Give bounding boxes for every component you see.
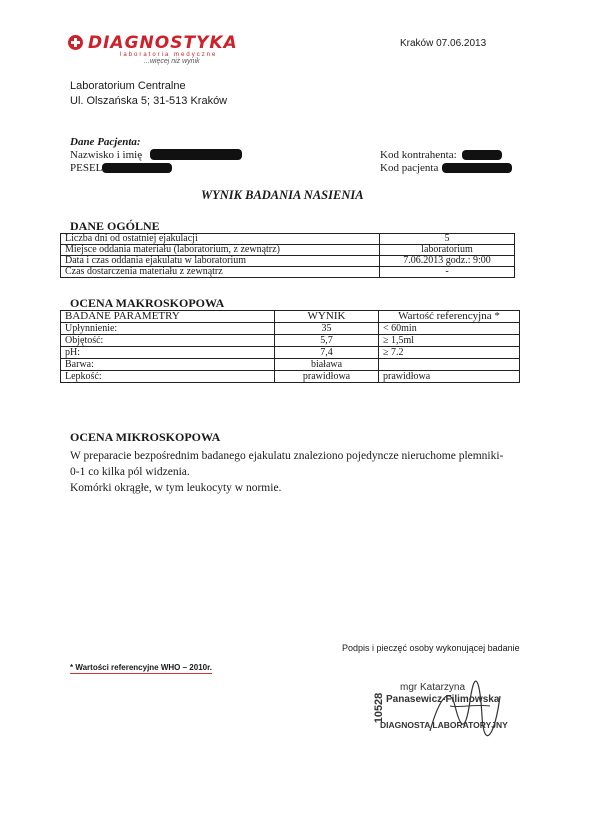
general-table bbox=[60, 233, 515, 278]
redacted-contractor-code bbox=[462, 150, 502, 160]
column-header: Wartość referencyjna * bbox=[379, 311, 520, 323]
micro-line: W preparacie bezpośrednim badanego ejakulatu znaleziono pojedyncze nieruchome plemniki- bbox=[70, 450, 504, 462]
table-header-row bbox=[61, 311, 520, 323]
column-header: BADANE PARAMETRY bbox=[61, 311, 275, 323]
row-label: Czas dostarczenia materiału z zewnątrz bbox=[61, 267, 380, 278]
logo-text: DIAGNOSTYKA bbox=[88, 33, 238, 53]
param-cell: Upłynnienie: bbox=[61, 323, 275, 335]
row-label: Miejsce oddania materiału (laboratorium, z zewnątrz) bbox=[61, 245, 380, 256]
param-cell: pH: bbox=[61, 347, 275, 359]
table-row bbox=[61, 371, 520, 383]
who-reference-note: * Wartości referencyjne WHO – 2010r. bbox=[70, 663, 212, 672]
param-cell: Objętość: bbox=[61, 335, 275, 347]
table-row bbox=[61, 256, 515, 267]
row-label: Liczba dni od ostatniej ejakulacji bbox=[61, 234, 380, 245]
lab-address: Ul. Olszańska 5; 31-513 Kraków bbox=[70, 95, 228, 107]
ref-cell bbox=[379, 359, 520, 371]
medical-cross-icon bbox=[68, 35, 83, 50]
result-cell: 7,4 bbox=[275, 347, 379, 359]
contractor-code-label: Kod kontrahenta: bbox=[380, 149, 457, 161]
stamp-name: Panasewicz-Filimowska bbox=[386, 694, 500, 705]
ref-cell: < 60min bbox=[379, 323, 520, 335]
row-value: laboratorium bbox=[380, 245, 515, 256]
redacted-pesel bbox=[102, 163, 172, 173]
handwritten-signature bbox=[420, 676, 510, 746]
result-cell: biaława bbox=[275, 359, 379, 371]
result-cell: prawidłowa bbox=[275, 371, 379, 383]
table-row bbox=[61, 335, 520, 347]
column-header: WYNIK bbox=[275, 311, 379, 323]
stamp-title: mgr Katarzyna bbox=[400, 682, 466, 693]
micro-line: Komórki okrągłe, w tym leukocyty w normie. bbox=[70, 482, 282, 494]
table-row bbox=[61, 234, 515, 245]
table-row bbox=[61, 267, 515, 278]
result-cell: 5,7 bbox=[275, 335, 379, 347]
signature-caption: Podpis i pieczęć osoby wykonującej badanie bbox=[342, 643, 520, 653]
row-label: Data i czas oddania ejakulatu w laboratorium bbox=[61, 256, 380, 267]
stamp-number: 10528 bbox=[373, 692, 385, 724]
table-row bbox=[61, 245, 515, 256]
row-value: - bbox=[380, 267, 515, 278]
report-title: WYNIK BADANIA NASIENIA bbox=[201, 188, 364, 202]
patient-name-label: Nazwisko i imię bbox=[70, 149, 143, 161]
macro-table bbox=[60, 310, 520, 383]
redacted-name bbox=[150, 149, 242, 160]
micro-line: 0-1 co kilka pól widzenia. bbox=[70, 466, 190, 478]
micro-heading: OCENA MIKROSKOPOWA bbox=[70, 430, 221, 444]
patient-code-label: Kod pacjenta bbox=[380, 162, 439, 174]
logo-tagline: ...więcej niż wynik bbox=[144, 58, 200, 65]
general-heading: DANE OGÓLNE bbox=[70, 219, 160, 233]
redacted-patient-code bbox=[442, 163, 512, 173]
logo bbox=[68, 33, 258, 67]
document-date: Kraków 07.06.2013 bbox=[400, 38, 487, 49]
row-value: 7.06.2013 godz.: 9:00 bbox=[380, 256, 515, 267]
ref-cell: ≥ 7.2 bbox=[379, 347, 520, 359]
param-cell: Lepkość: bbox=[61, 371, 275, 383]
table-row bbox=[61, 359, 520, 371]
micro-text bbox=[70, 432, 570, 496]
row-value: 5 bbox=[380, 234, 515, 245]
patient-pesel-label: PESEL bbox=[70, 162, 103, 174]
table-row bbox=[61, 347, 520, 359]
patient-section-label: Dane Pacjenta: bbox=[70, 136, 141, 148]
logo-subtitle: laboratoria medyczne bbox=[120, 52, 218, 58]
lab-name: Laboratorium Centralne bbox=[70, 80, 186, 92]
stamp-company: DIAGNOSTA LABORATORYJNY bbox=[380, 720, 508, 730]
ref-cell: prawidłowa bbox=[379, 371, 520, 383]
table-row bbox=[61, 323, 520, 335]
param-cell: Barwa: bbox=[61, 359, 275, 371]
ref-cell: ≥ 1,5ml bbox=[379, 335, 520, 347]
macro-heading: OCENA MAKROSKOPOWA bbox=[70, 296, 225, 310]
result-cell: 35 bbox=[275, 323, 379, 335]
